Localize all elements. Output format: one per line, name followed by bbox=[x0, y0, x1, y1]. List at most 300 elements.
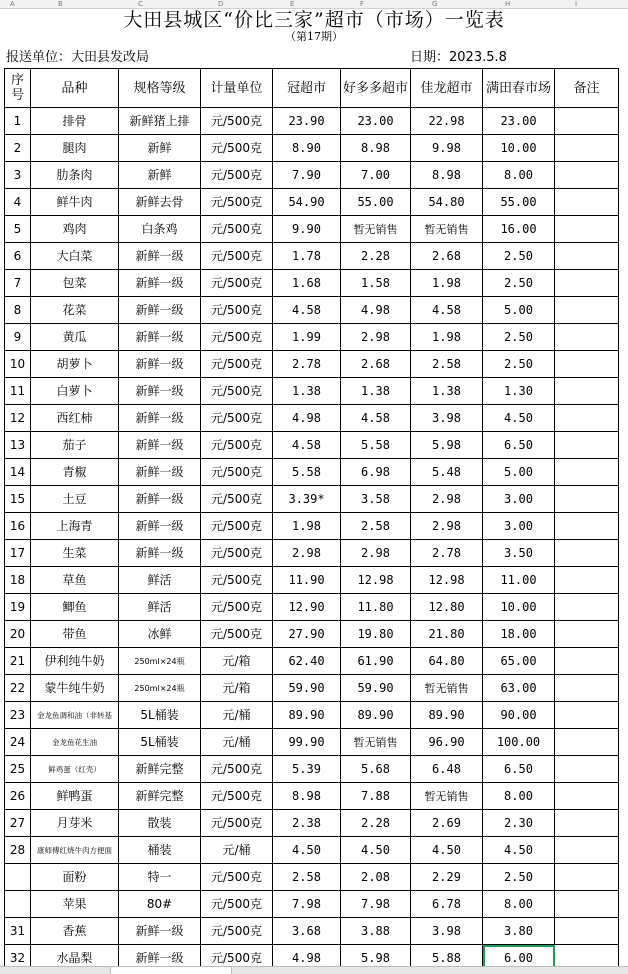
cell-seq[interactable]: 7 bbox=[5, 270, 31, 297]
cell-seq[interactable]: 25 bbox=[5, 756, 31, 783]
cell-unit[interactable]: 元/500克 bbox=[201, 945, 273, 972]
cell-unit[interactable]: 元/500克 bbox=[201, 459, 273, 486]
cell-s2[interactable]: 19.80 bbox=[341, 621, 411, 648]
column-letter-A[interactable]: A bbox=[10, 0, 15, 8]
cell-name[interactable]: 鸡肉 bbox=[31, 216, 119, 243]
cell-unit[interactable]: 元/500克 bbox=[201, 216, 273, 243]
cell-s2[interactable]: 7.00 bbox=[341, 162, 411, 189]
header-store-3[interactable]: 佳龙超市 bbox=[411, 69, 483, 108]
cell-s1[interactable]: 59.90 bbox=[273, 675, 341, 702]
cell-name[interactable]: 蒙牛纯牛奶 bbox=[31, 675, 119, 702]
cell-note[interactable] bbox=[555, 567, 619, 594]
cell-s4[interactable]: 6.50 bbox=[483, 756, 555, 783]
cell-seq[interactable]: 26 bbox=[5, 783, 31, 810]
cell-unit[interactable]: 元/500克 bbox=[201, 783, 273, 810]
cell-unit[interactable]: 元/500克 bbox=[201, 162, 273, 189]
cell-name[interactable]: 排骨 bbox=[31, 108, 119, 135]
cell-s4[interactable]: 2.50 bbox=[483, 243, 555, 270]
cell-spec[interactable]: 新鲜一级 bbox=[119, 918, 201, 945]
cell-spec[interactable]: 250ml×24瓶 bbox=[119, 675, 201, 702]
cell-spec[interactable]: 新鲜一级 bbox=[119, 486, 201, 513]
cell-name[interactable]: 草鱼 bbox=[31, 567, 119, 594]
cell-spec[interactable]: 5L桶装 bbox=[119, 702, 201, 729]
cell-unit[interactable]: 元/500克 bbox=[201, 135, 273, 162]
cell-s1[interactable]: 1.38 bbox=[273, 378, 341, 405]
cell-s1[interactable]: 8.90 bbox=[273, 135, 341, 162]
cell-spec[interactable]: 新鲜一级 bbox=[119, 432, 201, 459]
cell-note[interactable] bbox=[555, 162, 619, 189]
cell-s4[interactable]: 90.00 bbox=[483, 702, 555, 729]
cell-note[interactable] bbox=[555, 891, 619, 918]
cell-spec[interactable]: 新鲜一级 bbox=[119, 945, 201, 972]
cell-seq[interactable]: 11 bbox=[5, 378, 31, 405]
cell-name[interactable]: 鲜鸭蛋 bbox=[31, 783, 119, 810]
cell-note[interactable] bbox=[555, 189, 619, 216]
cell-spec[interactable]: 新鲜完整 bbox=[119, 756, 201, 783]
cell-spec[interactable]: 新鲜猪上排 bbox=[119, 108, 201, 135]
cell-s3[interactable]: 4.50 bbox=[411, 837, 483, 864]
cell-s2[interactable]: 12.98 bbox=[341, 567, 411, 594]
cell-seq[interactable]: 9 bbox=[5, 324, 31, 351]
cell-s1[interactable]: 12.90 bbox=[273, 594, 341, 621]
cell-s1[interactable]: 3.39* bbox=[273, 486, 341, 513]
cell-seq[interactable]: 10 bbox=[5, 351, 31, 378]
cell-s4[interactable]: 6.00 bbox=[483, 945, 555, 972]
cell-note[interactable] bbox=[555, 675, 619, 702]
cell-s4[interactable]: 6.50 bbox=[483, 432, 555, 459]
cell-s1[interactable]: 54.90 bbox=[273, 189, 341, 216]
cell-name[interactable]: 金龙鱼花生油 bbox=[31, 729, 119, 756]
cell-seq[interactable]: 21 bbox=[5, 648, 31, 675]
header-name[interactable]: 品种 bbox=[31, 69, 119, 108]
cell-unit[interactable]: 元/500克 bbox=[201, 891, 273, 918]
cell-note[interactable] bbox=[555, 135, 619, 162]
cell-s2[interactable]: 暂无销售 bbox=[341, 216, 411, 243]
cell-unit[interactable]: 元/500克 bbox=[201, 378, 273, 405]
cell-s4[interactable]: 5.00 bbox=[483, 459, 555, 486]
cell-s4[interactable]: 2.30 bbox=[483, 810, 555, 837]
cell-s4[interactable]: 63.00 bbox=[483, 675, 555, 702]
cell-name[interactable]: 金龙鱼调和油（非转基 bbox=[31, 702, 119, 729]
cell-unit[interactable]: 元/500克 bbox=[201, 324, 273, 351]
cell-s2[interactable]: 8.98 bbox=[341, 135, 411, 162]
cell-s4[interactable]: 3.00 bbox=[483, 486, 555, 513]
header-spec[interactable]: 规格等级 bbox=[119, 69, 201, 108]
cell-unit[interactable]: 元/桶 bbox=[201, 837, 273, 864]
cell-spec[interactable]: 鲜活 bbox=[119, 594, 201, 621]
cell-note[interactable] bbox=[555, 513, 619, 540]
cell-s2[interactable]: 3.88 bbox=[341, 918, 411, 945]
column-letter-H[interactable]: H bbox=[505, 0, 511, 8]
cell-s2[interactable]: 7.98 bbox=[341, 891, 411, 918]
cell-s2[interactable]: 4.50 bbox=[341, 837, 411, 864]
cell-s4[interactable]: 3.80 bbox=[483, 918, 555, 945]
cell-s4[interactable]: 8.00 bbox=[483, 162, 555, 189]
cell-name[interactable]: 西红柿 bbox=[31, 405, 119, 432]
cell-s3[interactable]: 21.80 bbox=[411, 621, 483, 648]
cell-seq[interactable]: 6 bbox=[5, 243, 31, 270]
cell-s3[interactable]: 96.90 bbox=[411, 729, 483, 756]
column-letter-D[interactable]: D bbox=[218, 0, 224, 8]
cell-spec[interactable]: 新鲜一级 bbox=[119, 324, 201, 351]
cell-unit[interactable]: 元/500克 bbox=[201, 567, 273, 594]
cell-seq[interactable]: 12 bbox=[5, 405, 31, 432]
cell-name[interactable]: 苹果 bbox=[31, 891, 119, 918]
cell-spec[interactable]: 冰鲜 bbox=[119, 621, 201, 648]
cell-seq[interactable]: 13 bbox=[5, 432, 31, 459]
cell-spec[interactable]: 新鲜一级 bbox=[119, 459, 201, 486]
cell-s1[interactable]: 1.98 bbox=[273, 513, 341, 540]
cell-s2[interactable]: 2.08 bbox=[341, 864, 411, 891]
column-letter-I[interactable]: I bbox=[575, 0, 578, 8]
cell-s4[interactable]: 8.00 bbox=[483, 783, 555, 810]
cell-spec[interactable]: 新鲜一级 bbox=[119, 378, 201, 405]
cell-s2[interactable]: 2.68 bbox=[341, 351, 411, 378]
cell-unit[interactable]: 元/500克 bbox=[201, 864, 273, 891]
cell-s4[interactable]: 4.50 bbox=[483, 837, 555, 864]
cell-unit[interactable]: 元/500克 bbox=[201, 486, 273, 513]
cell-s1[interactable]: 23.90 bbox=[273, 108, 341, 135]
cell-seq[interactable]: 3 bbox=[5, 162, 31, 189]
cell-s2[interactable]: 5.68 bbox=[341, 756, 411, 783]
cell-unit[interactable]: 元/500克 bbox=[201, 108, 273, 135]
cell-unit[interactable]: 元/500克 bbox=[201, 351, 273, 378]
cell-s3[interactable]: 6.78 bbox=[411, 891, 483, 918]
cell-name[interactable]: 康师傅红烧牛肉方便面 bbox=[31, 837, 119, 864]
cell-s3[interactable]: 5.48 bbox=[411, 459, 483, 486]
cell-spec[interactable]: 新鲜一级 bbox=[119, 405, 201, 432]
cell-s4[interactable]: 2.50 bbox=[483, 270, 555, 297]
cell-s2[interactable]: 61.90 bbox=[341, 648, 411, 675]
cell-spec[interactable]: 桶装 bbox=[119, 837, 201, 864]
cell-unit[interactable]: 元/500克 bbox=[201, 810, 273, 837]
cell-note[interactable] bbox=[555, 351, 619, 378]
cell-name[interactable]: 大白菜 bbox=[31, 243, 119, 270]
cell-s3[interactable]: 1.98 bbox=[411, 270, 483, 297]
cell-seq[interactable]: 14 bbox=[5, 459, 31, 486]
cell-name[interactable]: 鲜牛肉 bbox=[31, 189, 119, 216]
cell-s3[interactable]: 3.98 bbox=[411, 405, 483, 432]
cell-s2[interactable]: 2.98 bbox=[341, 540, 411, 567]
cell-seq[interactable]: 31 bbox=[5, 918, 31, 945]
cell-unit[interactable]: 元/500克 bbox=[201, 756, 273, 783]
cell-seq[interactable]: 24 bbox=[5, 729, 31, 756]
cell-spec[interactable]: 散装 bbox=[119, 810, 201, 837]
cell-note[interactable] bbox=[555, 729, 619, 756]
cell-seq[interactable]: 19 bbox=[5, 594, 31, 621]
cell-spec[interactable]: 新鲜完整 bbox=[119, 783, 201, 810]
cell-seq[interactable]: 17 bbox=[5, 540, 31, 567]
cell-unit[interactable]: 元/箱 bbox=[201, 648, 273, 675]
cell-name[interactable]: 鲫鱼 bbox=[31, 594, 119, 621]
cell-s3[interactable]: 2.69 bbox=[411, 810, 483, 837]
cell-s3[interactable]: 暂无销售 bbox=[411, 783, 483, 810]
cell-s4[interactable]: 16.00 bbox=[483, 216, 555, 243]
cell-s2[interactable]: 6.98 bbox=[341, 459, 411, 486]
cell-s1[interactable]: 4.98 bbox=[273, 405, 341, 432]
cell-note[interactable] bbox=[555, 432, 619, 459]
cell-note[interactable] bbox=[555, 783, 619, 810]
cell-s3[interactable]: 2.98 bbox=[411, 486, 483, 513]
cell-s2[interactable]: 4.98 bbox=[341, 297, 411, 324]
cell-note[interactable] bbox=[555, 648, 619, 675]
cell-name[interactable]: 香蕉 bbox=[31, 918, 119, 945]
cell-note[interactable] bbox=[555, 270, 619, 297]
header-note[interactable]: 备注 bbox=[555, 69, 619, 108]
cell-s3[interactable]: 2.78 bbox=[411, 540, 483, 567]
cell-s4[interactable]: 3.00 bbox=[483, 513, 555, 540]
cell-s2[interactable]: 23.00 bbox=[341, 108, 411, 135]
cell-s2[interactable]: 4.58 bbox=[341, 405, 411, 432]
cell-unit[interactable]: 元/500克 bbox=[201, 405, 273, 432]
cell-s3[interactable]: 暂无销售 bbox=[411, 216, 483, 243]
cell-name[interactable]: 包菜 bbox=[31, 270, 119, 297]
cell-s3[interactable]: 2.98 bbox=[411, 513, 483, 540]
cell-name[interactable]: 水晶梨 bbox=[31, 945, 119, 972]
cell-unit[interactable]: 元/500克 bbox=[201, 540, 273, 567]
cell-s3[interactable]: 5.98 bbox=[411, 432, 483, 459]
cell-seq[interactable]: 18 bbox=[5, 567, 31, 594]
cell-spec[interactable]: 新鲜去骨 bbox=[119, 189, 201, 216]
cell-s1[interactable]: 1.78 bbox=[273, 243, 341, 270]
cell-s1[interactable]: 7.90 bbox=[273, 162, 341, 189]
cell-seq[interactable]: 8 bbox=[5, 297, 31, 324]
column-letter-F[interactable]: F bbox=[360, 0, 365, 8]
cell-seq[interactable]: 16 bbox=[5, 513, 31, 540]
cell-spec[interactable]: 鲜活 bbox=[119, 567, 201, 594]
cell-s3[interactable]: 89.90 bbox=[411, 702, 483, 729]
cell-note[interactable] bbox=[555, 702, 619, 729]
cell-spec[interactable]: 特一 bbox=[119, 864, 201, 891]
cell-spec[interactable]: 新鲜 bbox=[119, 135, 201, 162]
cell-seq[interactable]: 5 bbox=[5, 216, 31, 243]
cell-note[interactable] bbox=[555, 756, 619, 783]
cell-name[interactable]: 鲜鸡蛋（红壳） bbox=[31, 756, 119, 783]
cell-note[interactable] bbox=[555, 378, 619, 405]
cell-s2[interactable]: 59.90 bbox=[341, 675, 411, 702]
cell-seq[interactable]: 27 bbox=[5, 810, 31, 837]
cell-s2[interactable]: 3.58 bbox=[341, 486, 411, 513]
cell-s4[interactable]: 65.00 bbox=[483, 648, 555, 675]
cell-s3[interactable]: 3.98 bbox=[411, 918, 483, 945]
cell-unit[interactable]: 元/500克 bbox=[201, 621, 273, 648]
cell-s1[interactable]: 5.39 bbox=[273, 756, 341, 783]
cell-spec[interactable]: 新鲜一级 bbox=[119, 270, 201, 297]
cell-s1[interactable]: 11.90 bbox=[273, 567, 341, 594]
cell-unit[interactable]: 元/箱 bbox=[201, 675, 273, 702]
cell-s2[interactable]: 1.38 bbox=[341, 378, 411, 405]
cell-s3[interactable]: 54.80 bbox=[411, 189, 483, 216]
cell-s2[interactable]: 2.28 bbox=[341, 810, 411, 837]
cell-s4[interactable]: 2.50 bbox=[483, 351, 555, 378]
cell-spec[interactable]: 新鲜 bbox=[119, 162, 201, 189]
cell-s3[interactable]: 2.29 bbox=[411, 864, 483, 891]
cell-s3[interactable]: 2.58 bbox=[411, 351, 483, 378]
cell-s1[interactable]: 62.40 bbox=[273, 648, 341, 675]
cell-s3[interactable]: 1.38 bbox=[411, 378, 483, 405]
header-store-4[interactable]: 满田春市场 bbox=[483, 69, 555, 108]
cell-s1[interactable]: 89.90 bbox=[273, 702, 341, 729]
column-letter-G[interactable]: G bbox=[432, 0, 438, 8]
cell-s1[interactable]: 4.50 bbox=[273, 837, 341, 864]
cell-s4[interactable]: 8.00 bbox=[483, 891, 555, 918]
cell-name[interactable]: 青椒 bbox=[31, 459, 119, 486]
cell-unit[interactable]: 元/500克 bbox=[201, 243, 273, 270]
cell-note[interactable] bbox=[555, 216, 619, 243]
cell-s2[interactable]: 11.80 bbox=[341, 594, 411, 621]
cell-unit[interactable]: 元/500克 bbox=[201, 513, 273, 540]
cell-s4[interactable]: 2.50 bbox=[483, 864, 555, 891]
cell-s1[interactable]: 1.99 bbox=[273, 324, 341, 351]
cell-note[interactable] bbox=[555, 810, 619, 837]
cell-note[interactable] bbox=[555, 486, 619, 513]
cell-s2[interactable]: 1.58 bbox=[341, 270, 411, 297]
cell-s2[interactable]: 2.28 bbox=[341, 243, 411, 270]
cell-seq[interactable]: 15 bbox=[5, 486, 31, 513]
cell-s3[interactable]: 2.68 bbox=[411, 243, 483, 270]
cell-note[interactable] bbox=[555, 405, 619, 432]
cell-unit[interactable]: 元/500克 bbox=[201, 189, 273, 216]
cell-s2[interactable]: 5.98 bbox=[341, 945, 411, 972]
cell-s1[interactable]: 5.58 bbox=[273, 459, 341, 486]
cell-s4[interactable]: 18.00 bbox=[483, 621, 555, 648]
cell-s1[interactable]: 4.98 bbox=[273, 945, 341, 972]
cell-unit[interactable]: 元/500克 bbox=[201, 594, 273, 621]
cell-unit[interactable]: 元/500克 bbox=[201, 297, 273, 324]
cell-s2[interactable]: 2.58 bbox=[341, 513, 411, 540]
cell-unit[interactable]: 元/桶 bbox=[201, 729, 273, 756]
cell-s3[interactable]: 22.98 bbox=[411, 108, 483, 135]
cell-s4[interactable]: 11.00 bbox=[483, 567, 555, 594]
cell-s1[interactable]: 9.90 bbox=[273, 216, 341, 243]
cell-name[interactable]: 肋条肉 bbox=[31, 162, 119, 189]
cell-s4[interactable]: 4.50 bbox=[483, 405, 555, 432]
cell-unit[interactable]: 元/500克 bbox=[201, 432, 273, 459]
cell-seq[interactable]: 1 bbox=[5, 108, 31, 135]
cell-s2[interactable]: 暂无销售 bbox=[341, 729, 411, 756]
cell-spec[interactable]: 新鲜一级 bbox=[119, 243, 201, 270]
cell-s3[interactable]: 12.80 bbox=[411, 594, 483, 621]
cell-s3[interactable]: 5.88 bbox=[411, 945, 483, 972]
cell-s1[interactable]: 2.78 bbox=[273, 351, 341, 378]
cell-s3[interactable]: 4.58 bbox=[411, 297, 483, 324]
cell-s1[interactable]: 3.68 bbox=[273, 918, 341, 945]
cell-s3[interactable]: 8.98 bbox=[411, 162, 483, 189]
cell-seq[interactable] bbox=[5, 864, 31, 891]
cell-seq[interactable]: 20 bbox=[5, 621, 31, 648]
header-seq[interactable]: 序号 bbox=[5, 69, 31, 108]
cell-name[interactable]: 伊利纯牛奶 bbox=[31, 648, 119, 675]
cell-spec[interactable]: 250ml×24瓶 bbox=[119, 648, 201, 675]
cell-s1[interactable]: 7.98 bbox=[273, 891, 341, 918]
cell-s1[interactable]: 4.58 bbox=[273, 297, 341, 324]
cell-s1[interactable]: 2.58 bbox=[273, 864, 341, 891]
cell-s2[interactable]: 5.58 bbox=[341, 432, 411, 459]
cell-spec[interactable]: 新鲜一级 bbox=[119, 540, 201, 567]
cell-name[interactable]: 土豆 bbox=[31, 486, 119, 513]
cell-name[interactable]: 茄子 bbox=[31, 432, 119, 459]
cell-s1[interactable]: 2.38 bbox=[273, 810, 341, 837]
cell-s3[interactable]: 12.98 bbox=[411, 567, 483, 594]
cell-name[interactable]: 黄瓜 bbox=[31, 324, 119, 351]
cell-note[interactable] bbox=[555, 108, 619, 135]
cell-seq[interactable]: 22 bbox=[5, 675, 31, 702]
cell-note[interactable] bbox=[555, 243, 619, 270]
cell-spec[interactable]: 新鲜一级 bbox=[119, 351, 201, 378]
cell-s1[interactable]: 1.68 bbox=[273, 270, 341, 297]
cell-seq[interactable]: 2 bbox=[5, 135, 31, 162]
cell-name[interactable]: 面粉 bbox=[31, 864, 119, 891]
cell-name[interactable]: 上海青 bbox=[31, 513, 119, 540]
cell-s2[interactable]: 2.98 bbox=[341, 324, 411, 351]
cell-note[interactable] bbox=[555, 621, 619, 648]
cell-unit[interactable]: 元/桶 bbox=[201, 702, 273, 729]
cell-spec[interactable]: 新鲜一级 bbox=[119, 297, 201, 324]
cell-spec[interactable]: 5L桶装 bbox=[119, 729, 201, 756]
cell-s4[interactable]: 3.50 bbox=[483, 540, 555, 567]
cell-s1[interactable]: 99.90 bbox=[273, 729, 341, 756]
cell-s3[interactable]: 64.80 bbox=[411, 648, 483, 675]
cell-s2[interactable]: 89.90 bbox=[341, 702, 411, 729]
cell-name[interactable]: 胡萝卜 bbox=[31, 351, 119, 378]
cell-s4[interactable]: 5.00 bbox=[483, 297, 555, 324]
cell-unit[interactable]: 元/500克 bbox=[201, 918, 273, 945]
cell-name[interactable]: 花菜 bbox=[31, 297, 119, 324]
cell-spec[interactable]: 80# bbox=[119, 891, 201, 918]
cell-name[interactable]: 月芽米 bbox=[31, 810, 119, 837]
cell-s3[interactable]: 暂无销售 bbox=[411, 675, 483, 702]
cell-note[interactable] bbox=[555, 324, 619, 351]
cell-note[interactable] bbox=[555, 459, 619, 486]
cell-name[interactable]: 白萝卜 bbox=[31, 378, 119, 405]
column-letter-E[interactable]: E bbox=[290, 0, 295, 8]
cell-s4[interactable]: 100.00 bbox=[483, 729, 555, 756]
header-store-2[interactable]: 好多多超市 bbox=[341, 69, 411, 108]
cell-s1[interactable]: 27.90 bbox=[273, 621, 341, 648]
cell-name[interactable]: 带鱼 bbox=[31, 621, 119, 648]
cell-note[interactable] bbox=[555, 297, 619, 324]
cell-name[interactable]: 生菜 bbox=[31, 540, 119, 567]
cell-note[interactable] bbox=[555, 918, 619, 945]
cell-unit[interactable]: 元/500克 bbox=[201, 270, 273, 297]
cell-name[interactable]: 腿肉 bbox=[31, 135, 119, 162]
cell-s4[interactable]: 23.00 bbox=[483, 108, 555, 135]
cell-note[interactable] bbox=[555, 837, 619, 864]
cell-note[interactable] bbox=[555, 864, 619, 891]
cell-seq[interactable]: 28 bbox=[5, 837, 31, 864]
header-unit[interactable]: 计量单位 bbox=[201, 69, 273, 108]
cell-s3[interactable]: 1.98 bbox=[411, 324, 483, 351]
cell-s2[interactable]: 55.00 bbox=[341, 189, 411, 216]
cell-note[interactable] bbox=[555, 540, 619, 567]
column-letter-B[interactable]: B bbox=[58, 0, 63, 8]
cell-s4[interactable]: 10.00 bbox=[483, 135, 555, 162]
cell-seq[interactable]: 23 bbox=[5, 702, 31, 729]
cell-s1[interactable]: 4.58 bbox=[273, 432, 341, 459]
cell-s1[interactable]: 8.98 bbox=[273, 783, 341, 810]
cell-s4[interactable]: 10.00 bbox=[483, 594, 555, 621]
cell-s4[interactable]: 1.30 bbox=[483, 378, 555, 405]
cell-s4[interactable]: 55.00 bbox=[483, 189, 555, 216]
cell-s1[interactable]: 2.98 bbox=[273, 540, 341, 567]
cell-seq[interactable] bbox=[5, 891, 31, 918]
header-store-1[interactable]: 冠超市 bbox=[273, 69, 341, 108]
cell-note[interactable] bbox=[555, 594, 619, 621]
cell-s2[interactable]: 7.88 bbox=[341, 783, 411, 810]
cell-s4[interactable]: 2.50 bbox=[483, 324, 555, 351]
cell-spec[interactable]: 新鲜一级 bbox=[119, 513, 201, 540]
cell-seq[interactable]: 32 bbox=[5, 945, 31, 972]
